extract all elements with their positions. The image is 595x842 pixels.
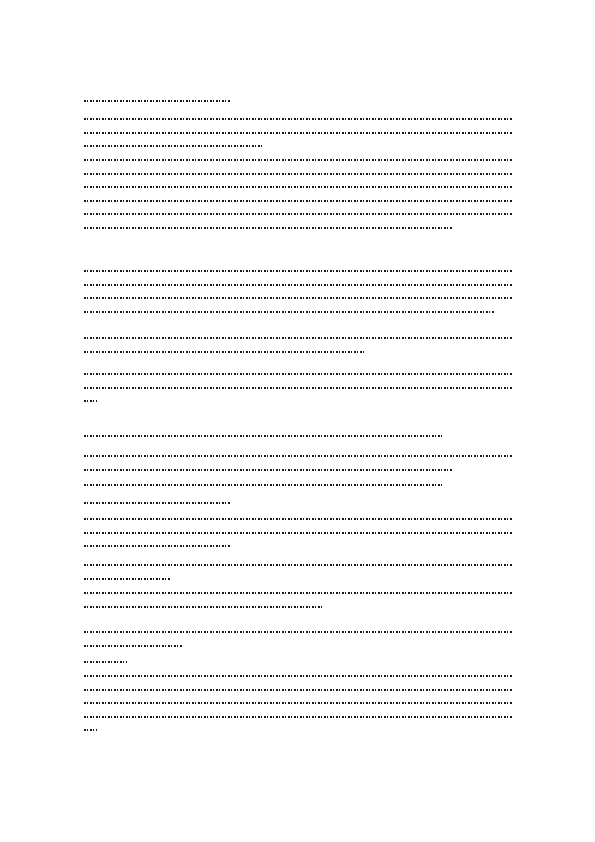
paragraph bbox=[84, 675, 512, 743]
paragraph bbox=[84, 502, 512, 516]
text-line bbox=[84, 545, 230, 547]
text-line bbox=[84, 284, 512, 286]
paragraph bbox=[84, 100, 512, 114]
text-line bbox=[84, 435, 444, 437]
text-line bbox=[84, 118, 512, 120]
text-line bbox=[84, 311, 495, 313]
text-line bbox=[84, 200, 512, 202]
text-line bbox=[84, 716, 512, 718]
text-line bbox=[84, 606, 324, 608]
text-line bbox=[84, 702, 512, 704]
text-line bbox=[84, 337, 512, 339]
paragraph bbox=[84, 518, 512, 559]
text-line bbox=[84, 631, 512, 633]
paragraph bbox=[84, 631, 512, 658]
text-line bbox=[84, 564, 512, 566]
text-line bbox=[84, 373, 512, 375]
paragraph bbox=[84, 435, 512, 449]
text-line bbox=[84, 351, 366, 353]
paragraph bbox=[84, 159, 512, 240]
text-line bbox=[84, 661, 127, 663]
text-line bbox=[84, 173, 512, 175]
text-line bbox=[84, 100, 230, 102]
text-line bbox=[84, 297, 512, 299]
text-line bbox=[84, 518, 512, 520]
paragraph bbox=[84, 592, 512, 619]
paragraph bbox=[84, 118, 512, 159]
paragraph bbox=[84, 455, 512, 482]
text-line bbox=[84, 400, 97, 402]
text-line bbox=[84, 186, 512, 188]
text-line bbox=[84, 145, 264, 147]
text-line bbox=[84, 270, 512, 272]
text-line bbox=[84, 159, 512, 161]
paragraph bbox=[84, 337, 512, 364]
text-line bbox=[84, 689, 512, 691]
text-line bbox=[84, 729, 97, 731]
paragraph bbox=[84, 564, 512, 591]
text-line bbox=[84, 532, 512, 534]
text-line bbox=[84, 227, 452, 229]
text-line bbox=[84, 592, 512, 594]
text-line bbox=[84, 387, 512, 389]
paragraph bbox=[84, 484, 512, 498]
text-line bbox=[84, 502, 230, 504]
text-line bbox=[84, 675, 512, 677]
text-line bbox=[84, 132, 512, 134]
text-line bbox=[84, 455, 512, 457]
text-line bbox=[84, 213, 512, 215]
text-line bbox=[84, 484, 444, 486]
paragraph bbox=[84, 373, 512, 414]
paragraph bbox=[84, 661, 512, 675]
text-line bbox=[84, 469, 452, 471]
text-line bbox=[84, 645, 182, 647]
text-line bbox=[84, 578, 170, 580]
paragraph bbox=[84, 270, 512, 324]
